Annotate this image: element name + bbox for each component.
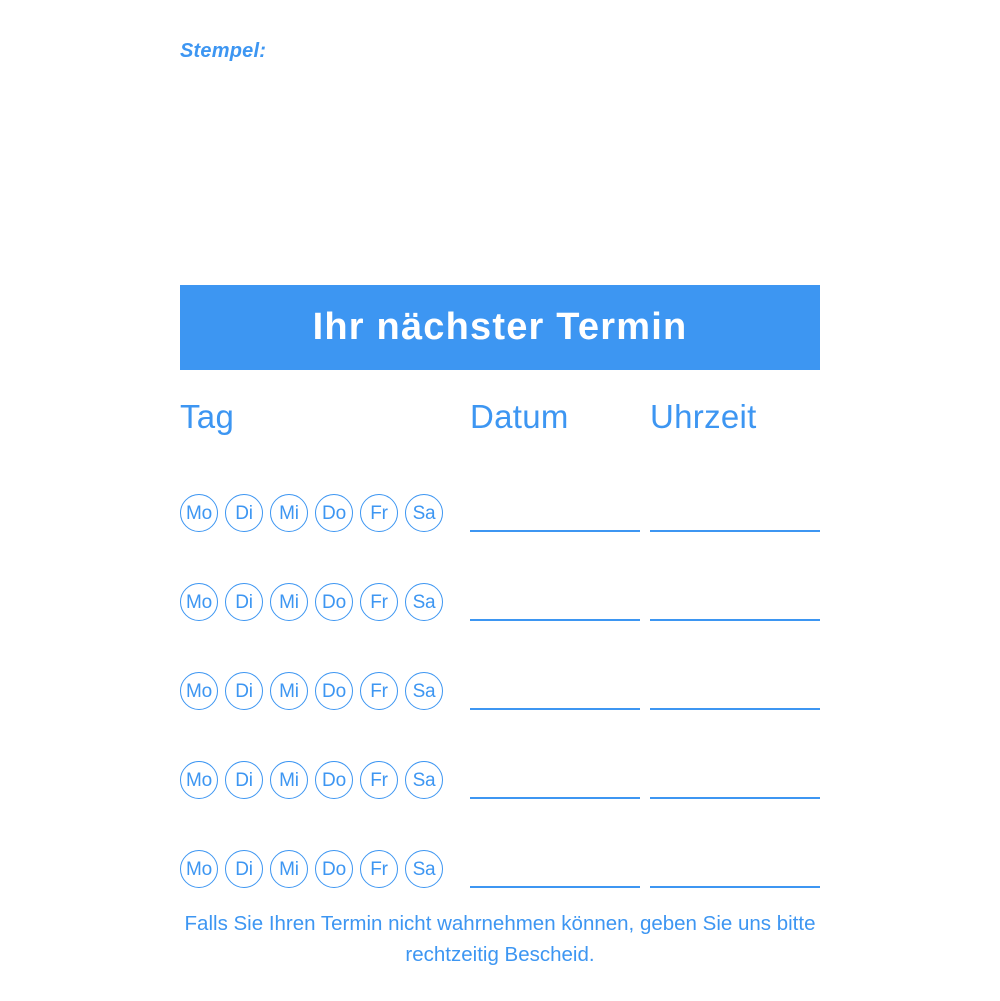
footer-note: Falls Sie Ihren Termin nicht wahrnehmen können, geben Sie uns bitte rechtzeitig Bescheid. bbox=[184, 912, 816, 966]
day-selector bbox=[180, 672, 470, 710]
day-option-mo[interactable]: Mo bbox=[180, 850, 218, 888]
title-bar bbox=[180, 285, 820, 370]
day-option-mi[interactable]: Mi bbox=[270, 583, 308, 621]
day-option-fr[interactable]: Fr bbox=[360, 761, 398, 799]
time-field[interactable] bbox=[650, 494, 820, 532]
day-option-mi[interactable]: Mi bbox=[270, 761, 308, 799]
date-field[interactable] bbox=[470, 583, 640, 621]
day-selector bbox=[180, 494, 470, 532]
day-option-mo[interactable]: Mo bbox=[180, 761, 218, 799]
stempel-label: Stempel: bbox=[180, 40, 267, 62]
day-option-fr[interactable]: Fr bbox=[360, 494, 398, 532]
day-option-do[interactable]: Do bbox=[315, 850, 353, 888]
day-option-di[interactable]: Di bbox=[225, 761, 263, 799]
day-option-fr[interactable]: Fr bbox=[360, 850, 398, 888]
day-option-do[interactable]: Do bbox=[315, 583, 353, 621]
day-option-sa[interactable]: Sa bbox=[405, 672, 443, 710]
day-option-di[interactable]: Di bbox=[225, 583, 263, 621]
day-option-di[interactable]: Di bbox=[225, 672, 263, 710]
time-field[interactable] bbox=[650, 672, 820, 710]
time-field[interactable] bbox=[650, 761, 820, 799]
day-selector bbox=[180, 761, 470, 799]
day-option-sa[interactable]: Sa bbox=[405, 494, 443, 532]
time-field[interactable] bbox=[650, 850, 820, 888]
day-option-di[interactable]: Di bbox=[225, 494, 263, 532]
table-row bbox=[180, 494, 820, 583]
date-field[interactable] bbox=[470, 494, 640, 532]
day-option-mo[interactable]: Mo bbox=[180, 672, 218, 710]
column-headers bbox=[180, 398, 820, 448]
day-option-fr[interactable]: Fr bbox=[360, 583, 398, 621]
column-header-day: Tag bbox=[180, 398, 235, 435]
day-option-fr[interactable]: Fr bbox=[360, 672, 398, 710]
day-option-mo[interactable]: Mo bbox=[180, 494, 218, 532]
column-header-date: Datum bbox=[470, 398, 569, 435]
day-selector bbox=[180, 850, 470, 888]
column-header-time: Uhrzeit bbox=[650, 398, 757, 435]
day-selector bbox=[180, 583, 470, 621]
day-option-do[interactable]: Do bbox=[315, 761, 353, 799]
page-title: Ihr nächster Termin bbox=[312, 306, 688, 348]
time-field[interactable] bbox=[650, 583, 820, 621]
appointment-rows bbox=[180, 494, 820, 939]
day-option-sa[interactable]: Sa bbox=[405, 583, 443, 621]
table-row bbox=[180, 583, 820, 672]
day-option-di[interactable]: Di bbox=[225, 850, 263, 888]
date-field[interactable] bbox=[470, 850, 640, 888]
day-option-mo[interactable]: Mo bbox=[180, 583, 218, 621]
day-option-do[interactable]: Do bbox=[315, 494, 353, 532]
day-option-sa[interactable]: Sa bbox=[405, 761, 443, 799]
date-field[interactable] bbox=[470, 672, 640, 710]
day-option-mi[interactable]: Mi bbox=[270, 672, 308, 710]
table-row bbox=[180, 672, 820, 761]
day-option-mi[interactable]: Mi bbox=[270, 494, 308, 532]
day-option-sa[interactable]: Sa bbox=[405, 850, 443, 888]
table-row bbox=[180, 761, 820, 850]
day-option-mi[interactable]: Mi bbox=[270, 850, 308, 888]
day-option-do[interactable]: Do bbox=[315, 672, 353, 710]
date-field[interactable] bbox=[470, 761, 640, 799]
